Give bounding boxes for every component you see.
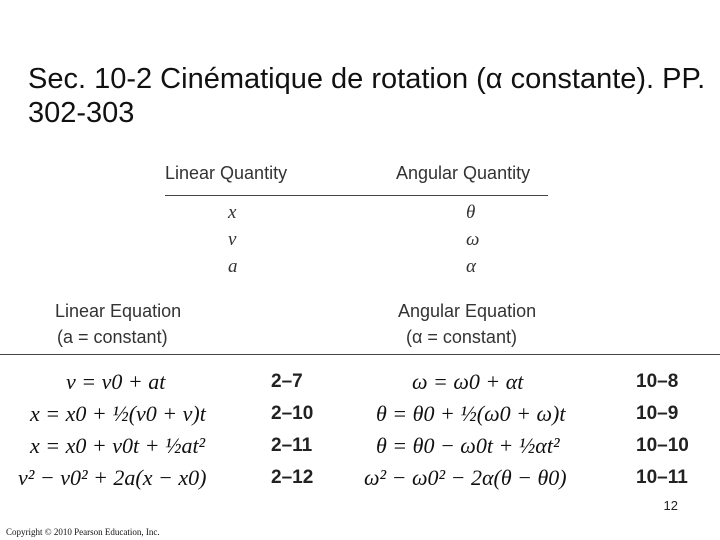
angular-equation-1: ω = ω0 + αt [412, 369, 524, 394]
slide-title: Sec. 10-2 Cinématique de rotation (α constante). PP. 302-303 [28, 63, 706, 129]
linear-equation-number-1: 2–7 [271, 371, 303, 392]
angular-equation-number-2: 10–9 [636, 403, 679, 424]
angular-quantity-omega: ω [466, 229, 480, 250]
linear-equation-2: x = x0 + ½(v0 + v)t [30, 401, 206, 426]
angular-equation-3: θ = θ0 − ω0t + ½αt² [376, 433, 560, 458]
angular-equation-4: ω² − ω0² − 2α(θ − θ0) [364, 465, 567, 490]
angular-quantity-theta: θ [466, 202, 476, 223]
linear-quantity-x: x [228, 202, 237, 223]
angular-equation-header: Angular Equation [398, 301, 537, 321]
header-divider [165, 195, 548, 196]
angular-equation-2: θ = θ0 + ½(ω0 + ω)t [376, 401, 566, 426]
linear-equation-condition: (a = constant) [57, 327, 168, 347]
linear-equation-number-2: 2–10 [271, 403, 314, 424]
angular-quantity-alpha: α [466, 256, 476, 277]
copyright-notice: Copyright © 2010 Pearson Education, Inc. [6, 527, 160, 537]
linear-equation-1: v = v0 + at [66, 369, 166, 394]
linear-quantity-header: Linear Quantity [165, 163, 288, 183]
angular-equation-number-4: 10–11 [636, 467, 688, 488]
linear-quantity-a: a [228, 256, 238, 277]
linear-equation-header: Linear Equation [55, 301, 182, 321]
equation-divider [0, 354, 720, 355]
linear-equation-number-3: 2–11 [271, 435, 313, 456]
linear-quantity-v: v [228, 229, 237, 250]
angular-quantity-header: Angular Quantity [396, 163, 531, 183]
angular-equation-number-3: 10–10 [636, 435, 689, 456]
linear-equation-number-4: 2–12 [271, 467, 314, 488]
linear-equation-3: x = x0 + v0t + ½at² [30, 433, 206, 458]
linear-equation-4: v² − v0² + 2a(x − x0) [18, 465, 207, 490]
angular-equation-number-1: 10–8 [636, 371, 679, 392]
angular-equation-condition: (α = constant) [406, 327, 517, 347]
page-number: 12 [663, 498, 678, 513]
